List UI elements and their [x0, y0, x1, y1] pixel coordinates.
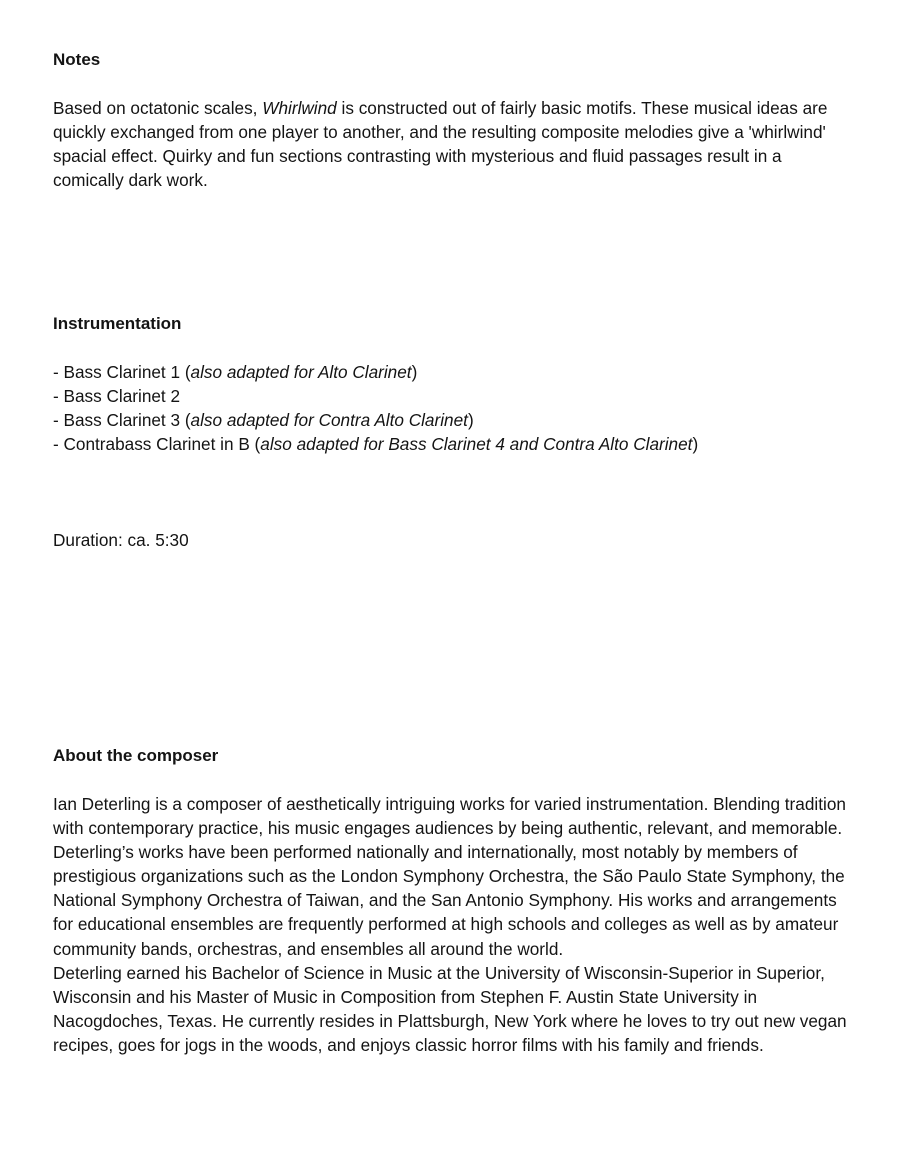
instrument-name: - Contrabass Clarinet in B (: [53, 434, 261, 455]
notes-paragraph: [53, 96, 853, 192]
instrumentation-heading: Instrumentation: [53, 314, 182, 333]
composer-heading: About the composer: [53, 746, 219, 765]
duration-text: Duration: ca. 5:30: [53, 530, 189, 550]
composer-bio-paragraph: Ian Deterling is a composer of aesthetically intriguing works for varied instrumentation. Blending tradition with contemporary practice, his music engages audiences by being authentic, relevant, and memorable.: [53, 794, 846, 839]
notes-text-before: Based on octatonic scales,: [53, 98, 263, 118]
piece-title: Whirlwind: [262, 98, 337, 118]
instrument-note: also adapted for Contra Alto Clarinet: [190, 410, 468, 431]
instrumentation-list: [53, 360, 853, 456]
instrument-close: ): [692, 434, 699, 455]
instrument-item: [53, 432, 853, 456]
composer-bio-paragraph: Deterling’s works have been performed nationally and internationally, most notably by members of prestigious organizations such as the London Symphony Orchestra, the São Paulo State Symphony, the National Symphony Orchestra of Taiwan, and the San Antonio Symphony. His works and arrangements for educational ensembles are frequently performed at high schools and colleges as well as by amateur community bands, orchestras, and ensembles all around the world.: [53, 842, 845, 959]
instrument-item: [53, 408, 853, 432]
instrument-name: - Bass Clarinet 3 (: [53, 410, 191, 431]
instrument-close: ): [411, 362, 418, 382]
instrument-name: - Bass Clarinet 2: [53, 386, 181, 407]
instrument-item: [53, 384, 853, 408]
instrument-note: also adapted for Alto Clarinet: [190, 362, 412, 382]
instrument-item: [53, 360, 853, 384]
composer-bio-paragraph: Deterling earned his Bachelor of Science in Music at the University of Wisconsin-Superior in Superior, Wisconsin and his Master of Music in Composition from Stephen F. Austin State University in Nacogdoches, Texas. He currently resides in Plattsburgh, New York where he loves to try out new vegan recipes, goes for jogs in the woods, and enjoys classic horror films with his family and friends.: [53, 962, 847, 1055]
instrument-close: ): [467, 410, 474, 431]
instrument-note: also adapted for Bass Clarinet 4 and Contra Alto Clarinet: [260, 434, 693, 455]
composer-bio: [53, 792, 853, 1057]
instrument-name: - Bass Clarinet 1 (: [53, 362, 191, 382]
notes-text-after: is constructed out of fairly basic motifs. These musical ideas are quickly exchanged from one player to another, and the resulting composite melodies give a 'whirlwind' spacial effect. Quirky and fun sections contrasting with mysterious and fluid passages result in a comically dark work.: [53, 98, 828, 191]
notes-heading: Notes: [53, 50, 101, 69]
